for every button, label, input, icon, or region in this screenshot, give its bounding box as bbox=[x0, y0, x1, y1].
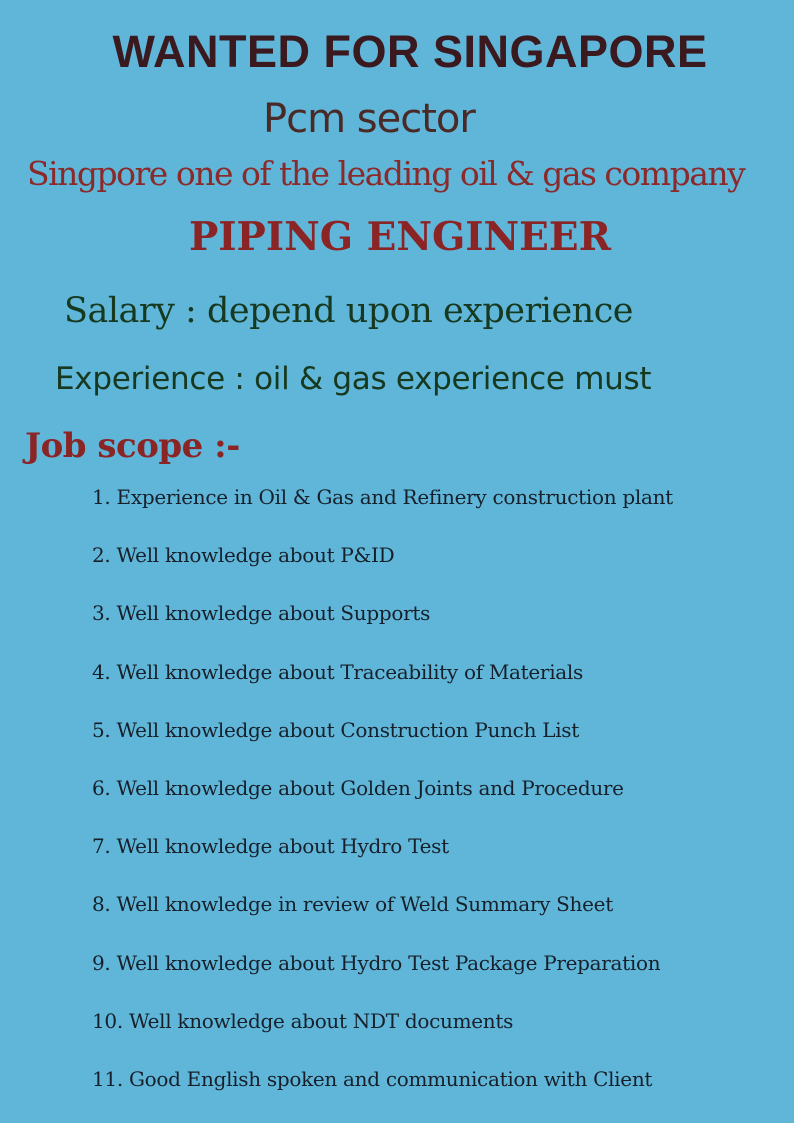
salary-line: Salary : depend upon experience bbox=[64, 291, 634, 331]
job-scope-list bbox=[92, 478, 673, 1118]
list-item: 3. Well knowledge about Supports bbox=[92, 601, 431, 626]
list-item: 2. Well knowledge about P&ID bbox=[92, 543, 395, 568]
list-item: 1. Experience in Oil & Gas and Refinery construction plant bbox=[92, 485, 673, 509]
list-item: 9. Well knowledge about Hydro Test Package Preparation bbox=[92, 950, 661, 975]
position-title: PIPING ENGINEER bbox=[188, 214, 612, 260]
company-tagline: Singpore one of the leading oil & gas company bbox=[27, 154, 745, 193]
experience-line: Experience : oil & gas experience must bbox=[55, 361, 652, 397]
job-scope-heading: Job scope :- bbox=[25, 426, 240, 466]
sector-subtitle: Pcm sector bbox=[263, 96, 475, 142]
list-item: 6. Well knowledge about Golden Joints and Procedure bbox=[92, 775, 624, 800]
list-item: 7. Well knowledge about Hydro Test bbox=[92, 834, 449, 859]
page-title: WANTED FOR SINGAPORE bbox=[112, 26, 708, 77]
list-item: 4. Well knowledge about Traceability of Materials bbox=[92, 659, 583, 684]
list-item: 5. Well knowledge about Construction Punch List bbox=[92, 717, 580, 742]
list-item: 11. Good English spoken and communication with Client bbox=[92, 1066, 653, 1091]
list-item: 8. Well knowledge in review of Weld Summary Sheet bbox=[92, 892, 613, 917]
list-item: 10. Well knowledge about NDT documents bbox=[92, 1008, 514, 1033]
